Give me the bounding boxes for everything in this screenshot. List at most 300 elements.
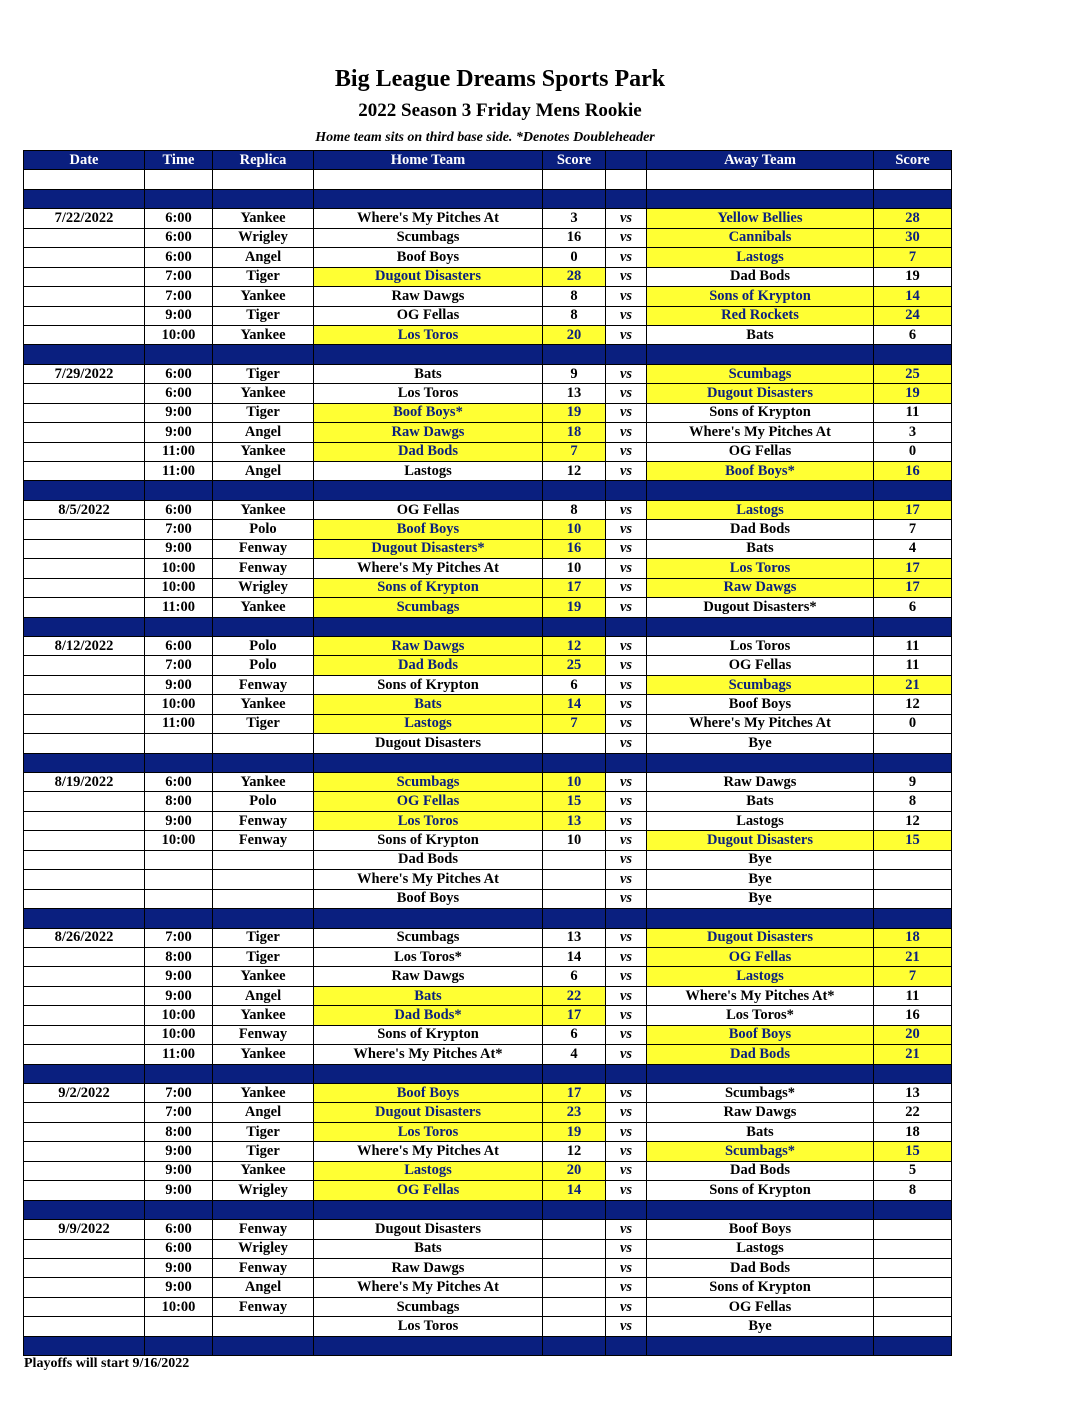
game-time [145, 850, 213, 869]
away-score: 30 [874, 228, 952, 247]
home-team: Los Toros [314, 384, 543, 403]
away-team: Scumbags [647, 364, 874, 383]
vs-label: vs [606, 734, 647, 753]
separator-cell [874, 753, 952, 772]
separator-row [24, 1200, 952, 1219]
game-field: Tiger [213, 1122, 314, 1141]
game-date [24, 442, 145, 461]
separator-cell [647, 345, 874, 364]
home-team: Los Toros [314, 811, 543, 830]
away-team: Lastogs [647, 248, 874, 267]
away-team: Raw Dawgs [647, 1103, 874, 1122]
game-row [24, 423, 952, 442]
game-date [24, 403, 145, 422]
separator-cell [874, 1336, 952, 1355]
away-score: 13 [874, 1084, 952, 1103]
away-score: 7 [874, 520, 952, 539]
separator-cell [606, 1200, 647, 1219]
separator-cell [543, 345, 606, 364]
game-row [24, 773, 952, 792]
game-date [24, 1045, 145, 1064]
home-team: Raw Dawgs [314, 423, 543, 442]
game-time: 7:00 [145, 928, 213, 947]
game-row [24, 442, 952, 461]
home-score: 8 [543, 306, 606, 325]
home-team: Boof Boys [314, 520, 543, 539]
home-score: 25 [543, 656, 606, 675]
separator-cell [606, 481, 647, 500]
game-date [24, 831, 145, 850]
game-field: Tiger [213, 306, 314, 325]
vs-label: vs [606, 928, 647, 947]
away-score: 6 [874, 325, 952, 344]
away-team: Scumbags* [647, 1142, 874, 1161]
away-score [874, 850, 952, 869]
game-time: 9:00 [145, 539, 213, 558]
blank-cell [145, 170, 213, 189]
vs-label: vs [606, 384, 647, 403]
home-team: Raw Dawgs [314, 636, 543, 655]
separator-cell [647, 753, 874, 772]
home-team: Boof Boys [314, 889, 543, 908]
away-team: Dugout Disasters [647, 831, 874, 850]
home-score: 17 [543, 1084, 606, 1103]
separator-cell [647, 909, 874, 928]
away-team: Cannibals [647, 228, 874, 247]
home-team: Lastogs [314, 714, 543, 733]
away-team: Where's My Pitches At [647, 714, 874, 733]
separator-cell [543, 753, 606, 772]
home-score: 17 [543, 1006, 606, 1025]
home-score: 19 [543, 403, 606, 422]
separator-cell [213, 345, 314, 364]
game-time: 6:00 [145, 228, 213, 247]
away-score: 7 [874, 967, 952, 986]
separator-cell [314, 753, 543, 772]
vs-label: vs [606, 442, 647, 461]
separator-cell [543, 1200, 606, 1219]
game-field: Angel [213, 462, 314, 481]
vs-label: vs [606, 714, 647, 733]
col-header-time: Time [145, 151, 213, 170]
home-team: Los Toros [314, 1317, 543, 1336]
away-score [874, 1297, 952, 1316]
vs-label: vs [606, 598, 647, 617]
home-score: 6 [543, 967, 606, 986]
vs-label: vs [606, 1103, 647, 1122]
away-score [874, 1317, 952, 1336]
blank-cell [874, 170, 952, 189]
home-team: OG Fellas [314, 1181, 543, 1200]
away-team: Lastogs [647, 811, 874, 830]
game-time: 9:00 [145, 1258, 213, 1277]
game-row [24, 248, 952, 267]
away-team: Yellow Bellies [647, 209, 874, 228]
game-time: 9:00 [145, 986, 213, 1005]
separator-cell [314, 481, 543, 500]
game-row [24, 714, 952, 733]
away-team: Sons of Krypton [647, 287, 874, 306]
game-row [24, 1278, 952, 1297]
game-date [24, 1317, 145, 1336]
game-row [24, 1122, 952, 1141]
game-time: 8:00 [145, 792, 213, 811]
home-score: 20 [543, 325, 606, 344]
home-score: 12 [543, 1142, 606, 1161]
away-team: Bats [647, 792, 874, 811]
game-field: Yankee [213, 1006, 314, 1025]
away-score: 5 [874, 1161, 952, 1180]
vs-label: vs [606, 792, 647, 811]
game-row [24, 1297, 952, 1316]
game-date [24, 267, 145, 286]
separator-cell [24, 753, 145, 772]
home-team: Where's My Pitches At [314, 209, 543, 228]
home-score: 14 [543, 695, 606, 714]
vs-label: vs [606, 986, 647, 1005]
separator-cell [213, 753, 314, 772]
game-date [24, 287, 145, 306]
vs-label: vs [606, 500, 647, 519]
vs-label: vs [606, 287, 647, 306]
game-date [24, 462, 145, 481]
col-header-replica: Replica [213, 151, 314, 170]
game-field: Yankee [213, 1045, 314, 1064]
away-team: Red Rockets [647, 306, 874, 325]
away-team: OG Fellas [647, 656, 874, 675]
home-team: Scumbags [314, 928, 543, 947]
away-score [874, 870, 952, 889]
separator-cell [543, 1336, 606, 1355]
game-time: 11:00 [145, 462, 213, 481]
game-date: 7/22/2022 [24, 209, 145, 228]
game-row [24, 598, 952, 617]
home-team: Dad Bods [314, 850, 543, 869]
separator-cell [314, 909, 543, 928]
separator-cell [543, 481, 606, 500]
game-time: 10:00 [145, 1025, 213, 1044]
separator-cell [24, 1064, 145, 1083]
game-row [24, 1161, 952, 1180]
away-team: Dugout Disasters* [647, 598, 874, 617]
game-time: 9:00 [145, 811, 213, 830]
game-date [24, 1142, 145, 1161]
col-header-home-team: Home Team [314, 151, 543, 170]
schedule-body [24, 170, 952, 1356]
away-score: 0 [874, 714, 952, 733]
game-field: Yankee [213, 1161, 314, 1180]
home-team: Bats [314, 1239, 543, 1258]
game-date: 8/5/2022 [24, 500, 145, 519]
vs-label: vs [606, 1025, 647, 1044]
game-row [24, 675, 952, 694]
vs-label: vs [606, 325, 647, 344]
game-date [24, 1297, 145, 1316]
home-team: Bats [314, 695, 543, 714]
separator-cell [606, 1336, 647, 1355]
separator-cell [213, 909, 314, 928]
game-date [24, 714, 145, 733]
game-time: 8:00 [145, 1122, 213, 1141]
vs-label: vs [606, 209, 647, 228]
game-row [24, 1084, 952, 1103]
separator-cell [543, 909, 606, 928]
separator-cell [145, 1336, 213, 1355]
separator-cell [145, 345, 213, 364]
game-field: Yankee [213, 442, 314, 461]
game-field: Yankee [213, 598, 314, 617]
away-team: Los Toros [647, 636, 874, 655]
home-score: 16 [543, 228, 606, 247]
away-score: 8 [874, 792, 952, 811]
separator-row [24, 481, 952, 500]
separator-row [24, 189, 952, 208]
game-date [24, 734, 145, 753]
away-team: Where's My Pitches At* [647, 986, 874, 1005]
game-field: Wrigley [213, 1239, 314, 1258]
separator-cell [543, 1064, 606, 1083]
game-row [24, 1103, 952, 1122]
blank-cell [647, 170, 874, 189]
separator-cell [647, 1336, 874, 1355]
game-row [24, 1220, 952, 1239]
home-team: Scumbags [314, 1297, 543, 1316]
game-date: 9/9/2022 [24, 1220, 145, 1239]
home-team: Los Toros [314, 325, 543, 344]
game-field: Fenway [213, 539, 314, 558]
game-time: 7:00 [145, 1084, 213, 1103]
game-row [24, 267, 952, 286]
game-date [24, 520, 145, 539]
game-field: Polo [213, 520, 314, 539]
game-time: 6:00 [145, 1239, 213, 1258]
separator-row [24, 753, 952, 772]
separator-cell [647, 1064, 874, 1083]
game-date [24, 792, 145, 811]
game-row [24, 870, 952, 889]
game-row [24, 636, 952, 655]
vs-label: vs [606, 947, 647, 966]
away-team: Scumbags [647, 675, 874, 694]
home-score: 23 [543, 1103, 606, 1122]
game-row [24, 539, 952, 558]
game-time: 7:00 [145, 267, 213, 286]
home-score: 20 [543, 1161, 606, 1180]
away-score: 11 [874, 986, 952, 1005]
game-field: Angel [213, 423, 314, 442]
vs-label: vs [606, 423, 647, 442]
vs-label: vs [606, 539, 647, 558]
game-date [24, 1025, 145, 1044]
home-team: Boof Boys* [314, 403, 543, 422]
home-score: 13 [543, 384, 606, 403]
home-score: 14 [543, 947, 606, 966]
home-team: Sons of Krypton [314, 675, 543, 694]
vs-label: vs [606, 773, 647, 792]
game-date [24, 656, 145, 675]
game-field: Wrigley [213, 578, 314, 597]
game-date [24, 1258, 145, 1277]
game-field: Fenway [213, 559, 314, 578]
home-team: Dugout Disasters [314, 267, 543, 286]
away-score: 12 [874, 811, 952, 830]
away-team: Sons of Krypton [647, 1278, 874, 1297]
game-field [213, 889, 314, 908]
vs-label: vs [606, 870, 647, 889]
game-row [24, 1317, 952, 1336]
away-score: 24 [874, 306, 952, 325]
away-score: 17 [874, 500, 952, 519]
game-date: 8/26/2022 [24, 928, 145, 947]
game-time: 9:00 [145, 403, 213, 422]
home-score [543, 870, 606, 889]
blank-row [24, 170, 952, 189]
away-team: Sons of Krypton [647, 1181, 874, 1200]
separator-cell [24, 345, 145, 364]
vs-label: vs [606, 811, 647, 830]
away-team: Bye [647, 1317, 874, 1336]
game-time: 6:00 [145, 384, 213, 403]
home-score: 19 [543, 1122, 606, 1141]
game-row [24, 1045, 952, 1064]
game-field: Fenway [213, 1220, 314, 1239]
home-team: Sons of Krypton [314, 831, 543, 850]
vs-label: vs [606, 559, 647, 578]
game-date [24, 1103, 145, 1122]
game-field: Angel [213, 1278, 314, 1297]
game-time: 11:00 [145, 714, 213, 733]
game-time: 6:00 [145, 248, 213, 267]
home-team: Dad Bods [314, 656, 543, 675]
game-time: 11:00 [145, 442, 213, 461]
vs-label: vs [606, 1142, 647, 1161]
game-date [24, 384, 145, 403]
game-row [24, 462, 952, 481]
home-team: OG Fellas [314, 306, 543, 325]
home-score [543, 734, 606, 753]
vs-label: vs [606, 831, 647, 850]
home-team: Raw Dawgs [314, 287, 543, 306]
game-row [24, 520, 952, 539]
game-row [24, 228, 952, 247]
game-time [145, 870, 213, 889]
game-row [24, 792, 952, 811]
game-date [24, 986, 145, 1005]
game-row [24, 656, 952, 675]
game-row [24, 325, 952, 344]
vs-label: vs [606, 462, 647, 481]
col-header-home-score: Score [543, 151, 606, 170]
game-date [24, 1278, 145, 1297]
vs-label: vs [606, 1317, 647, 1336]
separator-cell [145, 1064, 213, 1083]
game-time: 6:00 [145, 773, 213, 792]
game-row [24, 1258, 952, 1277]
home-score: 14 [543, 1181, 606, 1200]
game-date [24, 539, 145, 558]
game-field: Wrigley [213, 228, 314, 247]
separator-cell [606, 1064, 647, 1083]
game-time: 11:00 [145, 1045, 213, 1064]
separator-cell [543, 189, 606, 208]
home-score: 15 [543, 792, 606, 811]
game-field: Fenway [213, 675, 314, 694]
away-team: Boof Boys* [647, 462, 874, 481]
away-team: Bye [647, 870, 874, 889]
away-score [874, 734, 952, 753]
separator-row [24, 617, 952, 636]
game-time: 10:00 [145, 559, 213, 578]
game-field: Yankee [213, 500, 314, 519]
separator-cell [213, 189, 314, 208]
away-score: 21 [874, 1045, 952, 1064]
game-time: 9:00 [145, 306, 213, 325]
game-row [24, 500, 952, 519]
blank-cell [24, 170, 145, 189]
vs-label: vs [606, 248, 647, 267]
home-team: OG Fellas [314, 500, 543, 519]
game-date [24, 1122, 145, 1141]
away-team: Sons of Krypton [647, 403, 874, 422]
footer-note: Playoffs will start 9/16/2022 [24, 1356, 190, 1371]
game-field: Polo [213, 636, 314, 655]
separator-cell [647, 617, 874, 636]
blank-cell [606, 170, 647, 189]
game-row [24, 734, 952, 753]
game-field: Angel [213, 248, 314, 267]
away-score: 18 [874, 1122, 952, 1141]
home-score: 19 [543, 598, 606, 617]
game-date [24, 1181, 145, 1200]
away-score: 25 [874, 364, 952, 383]
vs-label: vs [606, 656, 647, 675]
away-score [874, 1258, 952, 1277]
game-time: 7:00 [145, 287, 213, 306]
separator-cell [647, 481, 874, 500]
game-field [213, 1317, 314, 1336]
home-team: Dad Bods [314, 442, 543, 461]
separator-cell [314, 1064, 543, 1083]
away-score: 11 [874, 403, 952, 422]
game-row [24, 1181, 952, 1200]
away-score: 21 [874, 947, 952, 966]
away-score: 21 [874, 675, 952, 694]
away-score: 11 [874, 656, 952, 675]
game-field: Tiger [213, 403, 314, 422]
away-team: Dugout Disasters [647, 928, 874, 947]
away-team: Scumbags* [647, 1084, 874, 1103]
home-score [543, 1239, 606, 1258]
vs-label: vs [606, 1239, 647, 1258]
separator-cell [145, 189, 213, 208]
game-field: Yankee [213, 384, 314, 403]
away-score: 8 [874, 1181, 952, 1200]
game-date [24, 811, 145, 830]
game-field: Polo [213, 656, 314, 675]
separator-cell [145, 481, 213, 500]
away-team: Raw Dawgs [647, 773, 874, 792]
vs-label: vs [606, 267, 647, 286]
vs-label: vs [606, 364, 647, 383]
game-row [24, 578, 952, 597]
home-team: Lastogs [314, 462, 543, 481]
home-score: 8 [543, 287, 606, 306]
away-score [874, 889, 952, 908]
game-time: 8:00 [145, 947, 213, 966]
page-title: Big League Dreams Sports Park [334, 66, 666, 92]
game-date [24, 870, 145, 889]
game-row [24, 384, 952, 403]
